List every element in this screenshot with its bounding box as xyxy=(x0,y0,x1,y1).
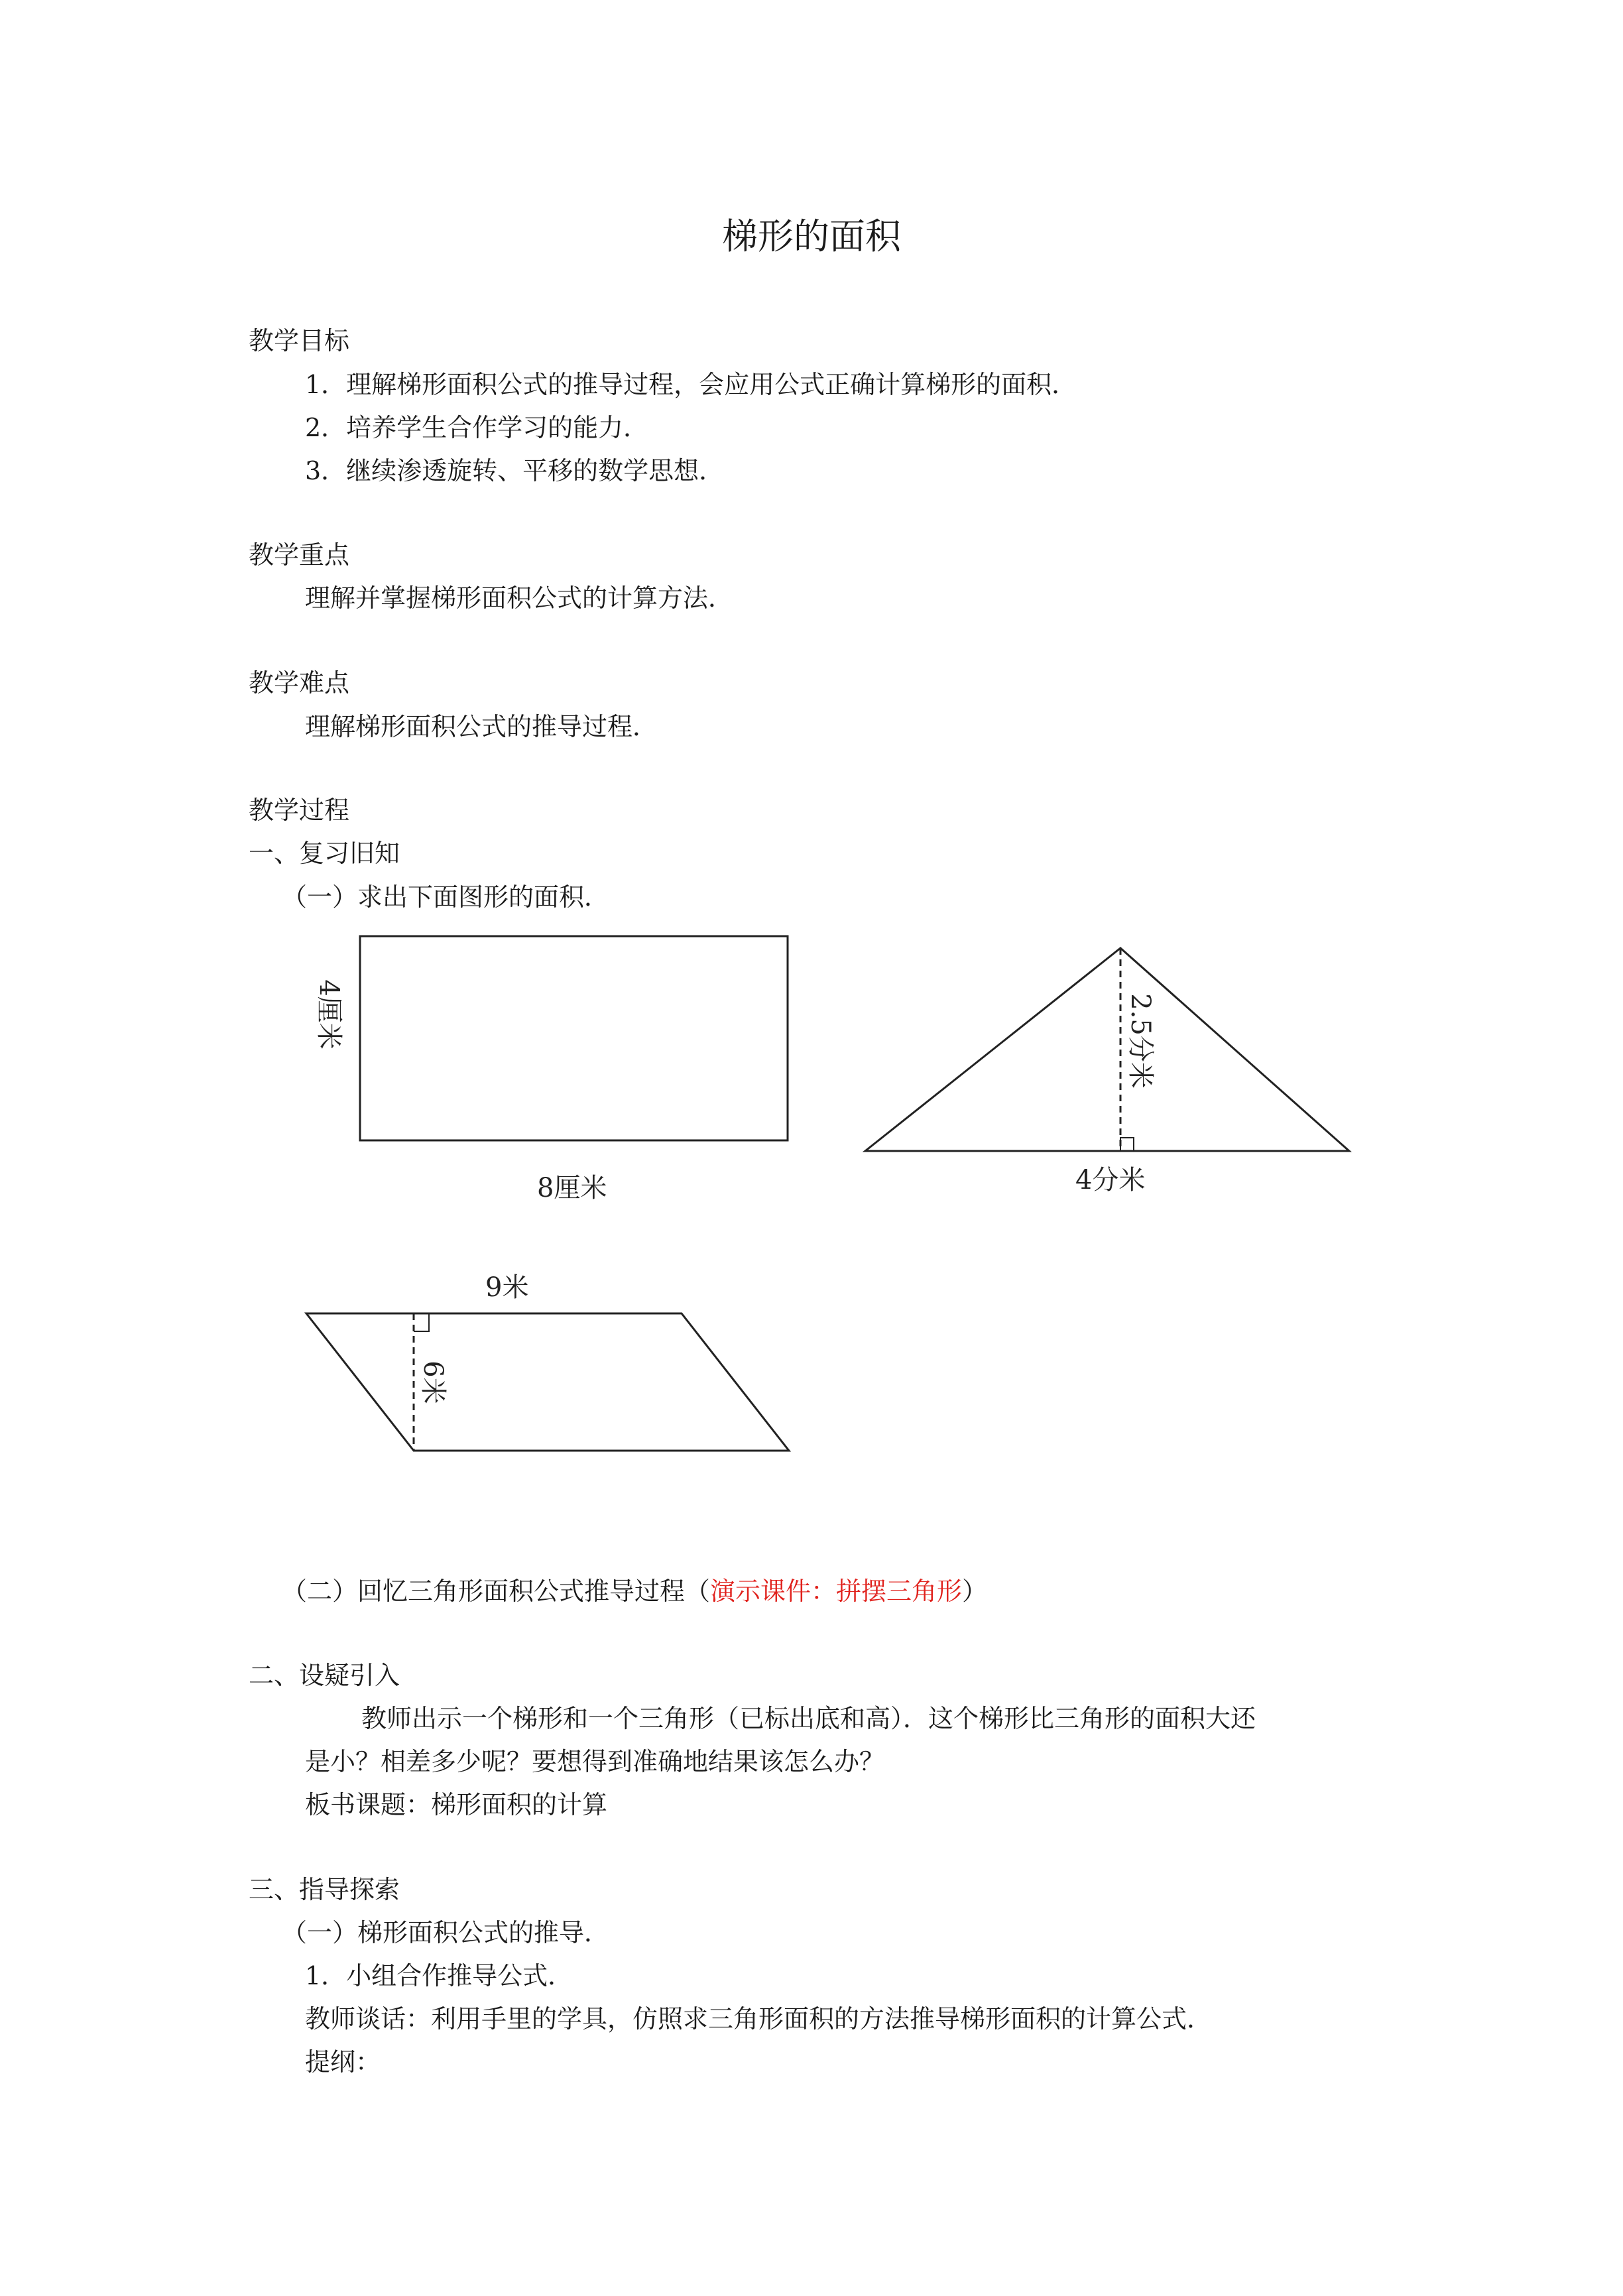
intro-heading: 二、设疑引入 xyxy=(249,1661,400,1690)
intro-line-1: 教师出示一个梯形和一个三角形（已标出底和高）．这个梯形比三角形的面积大还 xyxy=(361,1704,1256,1733)
review-sub2-suffix: ） xyxy=(962,1577,988,1606)
key-points-text: 理解并掌握梯形面积公式的计算方法． xyxy=(305,583,734,613)
triangle-shape xyxy=(865,948,1349,1151)
parallelogram-shape xyxy=(306,1313,789,1451)
parallelogram-top-label: 9米 xyxy=(485,1272,529,1303)
parallelogram-height-label: 6米 xyxy=(418,1360,448,1404)
review-heading: 一、复习旧知 xyxy=(249,839,400,868)
rectangle-width-label: 8厘米 xyxy=(537,1173,607,1203)
key-points-heading: 教学重点 xyxy=(249,540,350,570)
page-title: 梯形的面积 xyxy=(722,215,901,257)
intro-line-2: 是小？相差多少呢？要想得到准确地结果该怎么办？ xyxy=(305,1747,885,1776)
triangle-height-label: 2.5分米 xyxy=(1125,993,1156,1089)
objective-item-1: 1．理解梯形面积公式的推导过程，会应用公式正确计算梯形的面积． xyxy=(305,370,1077,399)
difficulties-heading: 教学难点 xyxy=(249,668,350,697)
difficulties-text: 理解梯形面积公式的推导过程． xyxy=(305,712,658,741)
explore-sub1: （一）梯形面积公式的推导． xyxy=(282,1918,610,1947)
review-sub2-prefix: （二）回忆三角形面积公式推导过程（ xyxy=(282,1577,711,1606)
objective-item-3: 3．继续渗透旋转、平移的数学思想． xyxy=(305,456,725,485)
explore-outline: 提纲： xyxy=(305,2047,381,2077)
objectives-heading: 教学目标 xyxy=(249,326,350,355)
rectangle-height-label: 4厘米 xyxy=(314,979,344,1050)
review-sub1: （一）求出下面图形的面积． xyxy=(282,882,610,912)
explore-heading: 三、指导探索 xyxy=(249,1875,400,1904)
intro-line-3: 板书课题：梯形面积的计算 xyxy=(305,1790,608,1819)
objective-item-2: 2．培养学生合作学习的能力． xyxy=(305,413,649,442)
parallelogram-figure xyxy=(292,1260,809,1472)
triangle-base-label: 4分米 xyxy=(1075,1165,1146,1195)
right-angle-mark xyxy=(1120,1138,1134,1151)
rectangle-figure xyxy=(292,922,809,1220)
explore-item-1: 1．小组合作推导公式． xyxy=(305,1961,573,1990)
triangle-figure xyxy=(855,935,1372,1213)
courseware-note: 演示课件：拼摆三角形 xyxy=(710,1577,963,1606)
rectangle-shape xyxy=(360,936,788,1140)
right-angle-mark xyxy=(414,1313,429,1331)
review-sub2 xyxy=(282,1577,987,1607)
explore-talk: 教师谈话：利用手里的学具，仿照求三角形面积的方法推导梯形面积的计算公式． xyxy=(305,2004,1213,2033)
process-heading: 教学过程 xyxy=(249,796,350,825)
